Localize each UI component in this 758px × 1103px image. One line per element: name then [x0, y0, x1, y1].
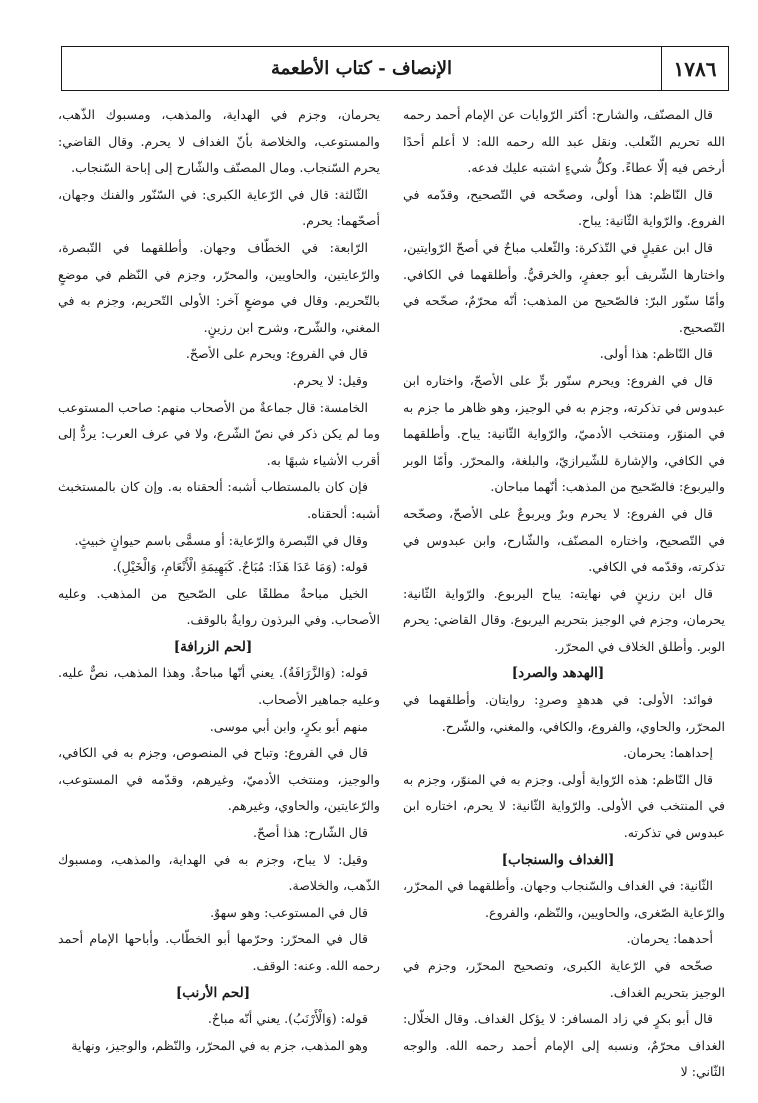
section-heading: [الهدهد والصرد] [511, 665, 605, 682]
running-title: الإنصاف - كتاب الأطعمة [270, 58, 453, 79]
paragraph: قال الشّارح: هذا أصحّ. [253, 825, 368, 841]
page-header [61, 46, 729, 91]
paragraph: وقيل: لا يباح، وجزم به في الهداية، والمذهب، ومسبوك الذّهب، والخلاصة. [58, 851, 380, 894]
paragraph: فإن كان بالمستطاب أشبه: ألحقناه به. وإن كان بالمستخبث أشبه: ألحقناه. [58, 479, 380, 521]
paragraph: وقيل: لا يحرم. [292, 372, 368, 388]
paragraph: قال المصنّف، والشارح: أكثر الرّوايات عن الإمام أحمد رحمه الله تحريم الثّعلب. ونقل عبد الله رحمه الله: لا أعلم أحدًا أرخص فيه إلّا عطاءً. وكلُّ شيءٍ اشتبه عليك فدعه. [403, 107, 725, 176]
paragraph: قوله: (وَالْأَرْنَبُ). يعني أنّه مباحٌ. [207, 1011, 368, 1027]
paragraph: أحدهما: يحرمان. [626, 931, 713, 947]
paragraph: قال أبو بكرٍ في زاد المسافر: لا يؤكل الغداف. وقال الخلّال: الغداف محرّمٌ، ونسبه إلى الإمام أحمد رحمه الله. والوجه الثّاني: لا [403, 1011, 725, 1080]
paragraph: قال في الفروع: لا يحرم وبرٌ ويربوعٌ على الأصحّ، وصحّحه في التّصحيح، واختاره المصنّف، والشّارح، وابن عبدوس في تذكرته، وقدّمه في الكافي. [403, 505, 725, 575]
paragraph: قال ابن رزينٍ في نهايته: يباح اليربوع. والرّواية الثّانية: يحرمان، وجزم في الوجيز بتحريم اليربوع. وقال القاضي: يحرم الوبر. وأطلق الخلاف في المحرّر. [403, 585, 725, 654]
paragraph: قال النّاظم: هذا أولى، وصحّحه في التّصحيح، وقدّمه في الفروع. والرّواية الثّانية: يباح. [403, 186, 725, 229]
section-heading: [لحم الأرنب] [175, 984, 251, 1001]
paragraph: وقال في التّبصرة والرّعاية: أو مسمًّى باسم حيوانٍ خبيثٍ. [74, 532, 368, 548]
paragraph: قوله: (وَالزَّرَافَةُ). يعني أنّها مباحةٌ. وهذا المذهب، نصٌّ عليه. وعليه جماهير الأصحاب. [58, 665, 380, 708]
paragraph: قال النّاظم: هذه الرّواية أولى. وجزم به في المنوّر، وجزم به في المنتخب في الأولى. والرّواية الثّانية: لا يحرم، اختاره ابن عبدوس في تذكرته. [403, 771, 725, 841]
paragraph: الرّابعة: في الخطّاف وجهان. وأطلقهما في التّبصرة، والرّعايتين، والحاويين، والمحرّر، وجزم في النّظم في موضعٍ بالتّحريم. وقال في موضعٍ آخر: الأولى التّحريم، وجزم به في المغني، والشّرح، وشرح ابن رزينٍ. [58, 239, 380, 335]
paragraph: إحداهما: يحرمان. [623, 745, 713, 761]
paragraph: وهو المذهب، جزم به في المحرّر، والنّظم، والوجيز، ونهاية [71, 1037, 368, 1053]
paragraph: قال النّاظم: هذا أولى. [599, 346, 713, 362]
paragraph: الخامسة: قال جماعةٌ من الأصحاب منهم: صاحب المستوعب وما لم يكن ذكر في نصّ الشّرع، ولا في عرف العرب: يردُّ إلى أقرب الأشياء شبهًا به. [58, 399, 380, 468]
paragraph: الثّالثة: قال في الرّعاية الكبرى: في السّنّور والفنك وجهان، أصحّهما: يحرم. [58, 186, 380, 229]
section-heading: [الغداف والسنجاب] [501, 851, 615, 868]
paragraph: قال في المحرّر: وحرّمها أبو الخطّاب. وأباحها الإمام أحمد رحمه الله. وعنه: الوقف. [58, 931, 380, 973]
page-number: ١٧٨٦ [661, 47, 728, 90]
paragraph: يحرمان، وجزم في الهداية، والمذهب، ومسبوك الذّهب، والمستوعب، والخلاصة بأنّ الغداف لا يحرم. وقال القاضي: يحرم السّنجاب. ومال المصنّف والشّارح إلى إباحة السّنجاب. [58, 107, 380, 176]
paragraph: قال ابن عقيلٍ في التّذكرة: والثّعلب مباحٌ في أصحّ الرّوايتين، واختارها الشّريف أبو جعفرٍ، والخرقيُّ. وأطلقهما في الكافي. وأمّا سنّور البرّ: فالصّحيح من المذهب: أنّه محرّمٌ، صحّحه في التّصحيح. [403, 239, 725, 335]
paragraph: قال في الفروع: ويحرم سنّور برٍّ على الأصحّ، واختاره ابن عبدوس في تذكرته، وجزم به في الوجيز، وهو ظاهر ما جزم به في المنوّر، ومنتخب الأدميّ، والرّواية الثّانية: يباح. وأطلقهما في الكافي، والإشارة للشّيرازيّ، والبلغة، والمحرّر. وأمّا الوبر واليربوع: فالصّحيح من المذهب: أنّهما مباحان. [403, 372, 725, 495]
paragraph: فوائد: الأولى: في هدهدٍ وصردٍ: روايتان. وأطلقهما في المحرّر، والحاوي، والفروع، والكافي، والمغني، والشّرح. [403, 692, 725, 734]
left-column [58, 102, 380, 1092]
paragraph: الثّانية: في الغداف والسّنجاب وجهان. وأطلقهما في المحرّر، والرّعاية الصّغرى، والحاويين، والنّظم، والفروع. [403, 878, 725, 920]
paragraph: قال في الفروع: وتباح في المنصوص، وجزم به في الكافي، والوجيز، ومنتخب الأدميّ، وغيرهم، وقدّمه في المستوعب، والرّعايتين، والحاوي، وغيرهم. [58, 745, 380, 814]
paragraph: منهم أبو بكرٍ، وابن أبي موسى. [209, 718, 368, 734]
paragraph: قال في المستوعب: وهو سهوٌ. [210, 904, 368, 920]
paragraph: قال في الفروع: ويحرم على الأصحّ. [185, 346, 368, 362]
paragraph: صحّحه في الرّعاية الكبرى، وتصحيح المحرّر، وجزم في الوجيز بتحريم الغداف. [403, 958, 725, 1000]
section-heading: [لحم الزرافة] [173, 638, 253, 655]
right-column [403, 102, 725, 1092]
paragraph: الخيل مباحةٌ مطلقًا على الصّحيح من المذهب. وعليه الأصحاب. وفي البرذون روايةٌ بالوقف. [58, 585, 380, 628]
paragraph: قوله: (وَمَا عَدَا هَذَا: مُبَاحٌ. كَبَهِيمَةِ الْأَنْعَامِ، وَالْخَيْلِ). [112, 559, 368, 575]
